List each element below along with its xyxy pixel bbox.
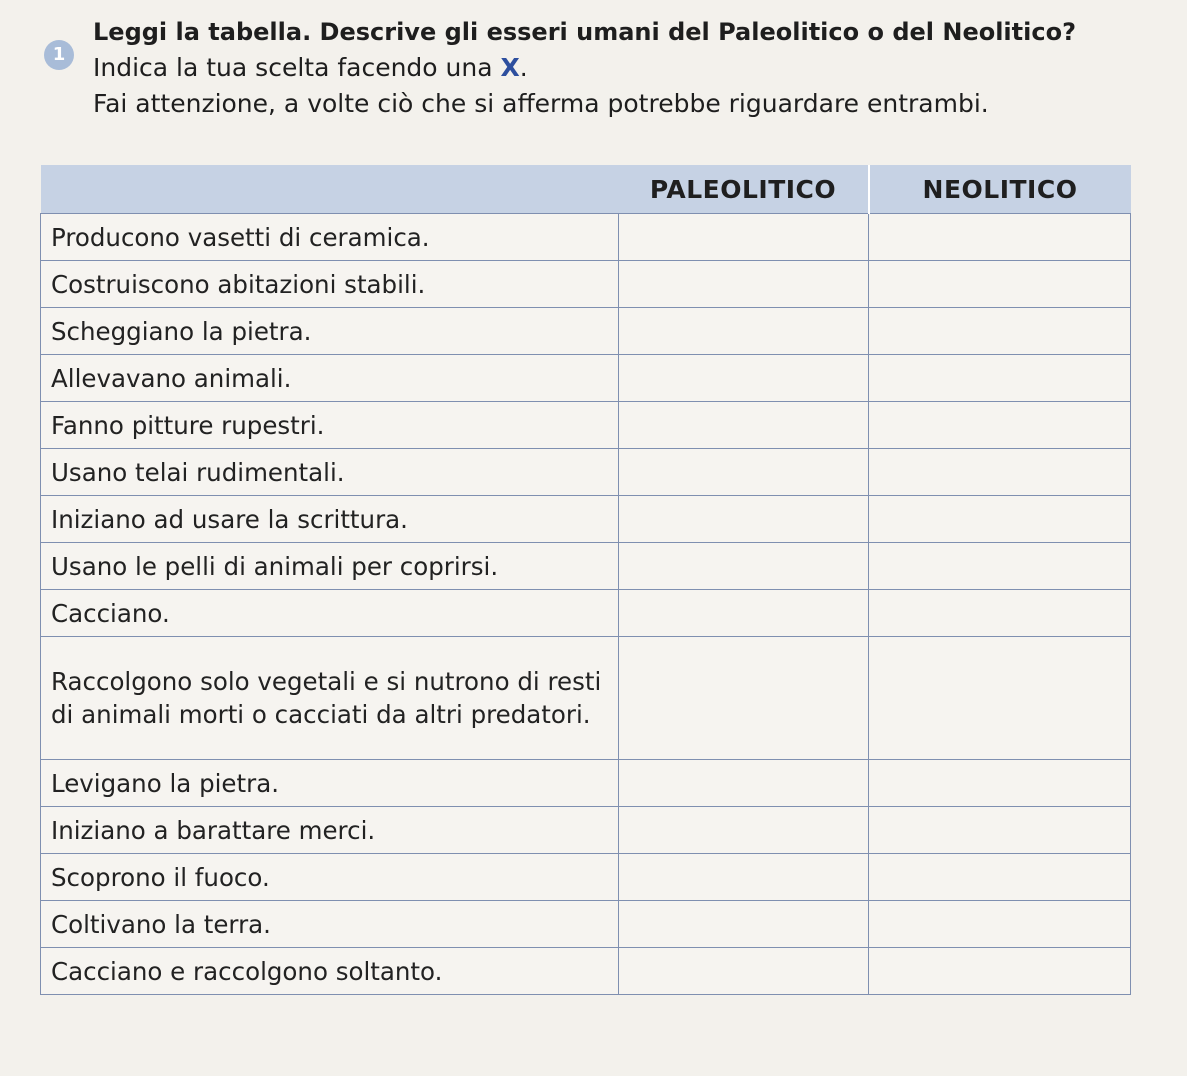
- paleolitico-answer-cell[interactable]: [619, 590, 869, 637]
- table-row: [41, 854, 1131, 901]
- header-statement: [41, 165, 619, 214]
- paleolitico-answer-cell[interactable]: [619, 637, 869, 760]
- neolitico-answer-cell[interactable]: [869, 901, 1131, 948]
- statement-cell: Costruiscono abitazioni stabili.: [41, 261, 619, 308]
- statement-cell: Raccolgono solo vegetali e si nutrono di resti di animali morti o cacciati da altri predatori.: [41, 637, 619, 760]
- statement-cell: Usano telai rudimentali.: [41, 449, 619, 496]
- paleolitico-answer-cell[interactable]: [619, 402, 869, 449]
- statement-cell: Allevavano animali.: [41, 355, 619, 402]
- header-paleolitico: PALEOLITICO: [619, 165, 869, 214]
- table-row: [41, 590, 1131, 637]
- neolitico-answer-cell[interactable]: [869, 760, 1131, 807]
- neolitico-answer-cell[interactable]: [869, 590, 1131, 637]
- statement-cell: Cacciano e raccolgono soltanto.: [41, 948, 619, 995]
- table-row: [41, 948, 1131, 995]
- instruction-line-2-text: Indica la tua scelta facendo una: [93, 53, 493, 82]
- neolitico-answer-cell[interactable]: [869, 261, 1131, 308]
- table-row: [41, 402, 1131, 449]
- statement-cell: Scoprono il fuoco.: [41, 854, 619, 901]
- paleolitico-answer-cell[interactable]: [619, 355, 869, 402]
- table-row: [41, 760, 1131, 807]
- statement-cell: Cacciano.: [41, 590, 619, 637]
- table-row: [41, 807, 1131, 854]
- neolitico-answer-cell[interactable]: [869, 496, 1131, 543]
- statement-cell: Iniziano a barattare merci.: [41, 807, 619, 854]
- exercise-instructions: [93, 14, 1173, 122]
- neolitico-answer-cell[interactable]: [869, 854, 1131, 901]
- header-neolitico: NEOLITICO: [869, 165, 1131, 214]
- table-header-row: [41, 165, 1131, 214]
- x-mark-symbol: X: [500, 53, 520, 82]
- paleolitico-answer-cell[interactable]: [619, 308, 869, 355]
- table-row: [41, 261, 1131, 308]
- statement-cell: Scheggiano la pietra.: [41, 308, 619, 355]
- table-row: [41, 355, 1131, 402]
- statement-cell: Coltivano la terra.: [41, 901, 619, 948]
- exercise-number-badge: 1: [44, 40, 74, 70]
- statement-cell: Iniziano ad usare la scrittura.: [41, 496, 619, 543]
- neolitico-answer-cell[interactable]: [869, 543, 1131, 590]
- paleolitico-answer-cell[interactable]: [619, 543, 869, 590]
- paleolitico-answer-cell[interactable]: [619, 496, 869, 543]
- neolitico-answer-cell[interactable]: [869, 214, 1131, 261]
- instruction-line-2: [93, 50, 1173, 86]
- table-row: [41, 214, 1131, 261]
- paleolitico-answer-cell[interactable]: [619, 760, 869, 807]
- paleolitico-answer-cell[interactable]: [619, 449, 869, 496]
- statement-cell: Usano le pelli di animali per coprirsi.: [41, 543, 619, 590]
- statement-cell: Producono vasetti di ceramica.: [41, 214, 619, 261]
- neolitico-answer-cell[interactable]: [869, 948, 1131, 995]
- paleolitico-answer-cell[interactable]: [619, 807, 869, 854]
- instruction-line-1: Leggi la tabella. Descrive gli esseri umani del Paleolitico o del Neolitico?: [93, 18, 1076, 46]
- neolitico-answer-cell[interactable]: [869, 402, 1131, 449]
- neolitico-answer-cell[interactable]: [869, 637, 1131, 760]
- table-row: [41, 308, 1131, 355]
- neolitico-answer-cell[interactable]: [869, 807, 1131, 854]
- statement-cell: Levigano la pietra.: [41, 760, 619, 807]
- paleolitico-answer-cell[interactable]: [619, 854, 869, 901]
- paleolitico-neolitico-table: [40, 165, 1131, 995]
- table-row: [41, 637, 1131, 760]
- paleolitico-answer-cell[interactable]: [619, 261, 869, 308]
- neolitico-answer-cell[interactable]: [869, 355, 1131, 402]
- paleolitico-answer-cell[interactable]: [619, 948, 869, 995]
- paleolitico-answer-cell[interactable]: [619, 214, 869, 261]
- neolitico-answer-cell[interactable]: [869, 308, 1131, 355]
- table-row: [41, 543, 1131, 590]
- table-row: [41, 901, 1131, 948]
- table-body: [41, 214, 1131, 995]
- table-row: [41, 449, 1131, 496]
- neolitico-answer-cell[interactable]: [869, 449, 1131, 496]
- paleolitico-answer-cell[interactable]: [619, 901, 869, 948]
- instruction-line-2-suffix: .: [519, 53, 528, 82]
- statement-cell: Fanno pitture rupestri.: [41, 402, 619, 449]
- table-row: [41, 496, 1131, 543]
- instruction-line-3: Fai attenzione, a volte ciò che si afferma potrebbe riguardare entrambi.: [93, 89, 989, 118]
